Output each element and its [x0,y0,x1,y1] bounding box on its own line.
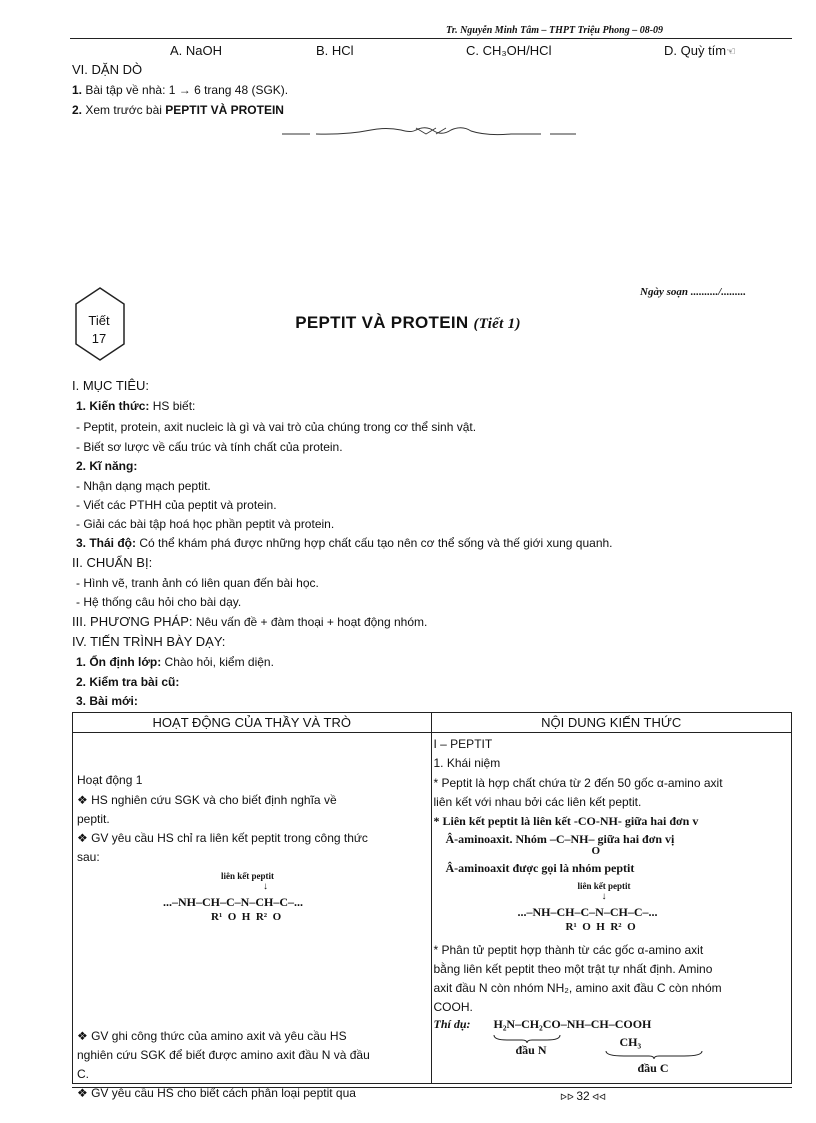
dau-c-label: đầu C [637,1061,669,1075]
activity-line-7: C. [77,1067,89,1081]
chuan-bi-item-2: - Hệ thống câu hỏi cho bài dạy. [76,595,242,609]
content-line-4: Â-aminoaxit. Nhóm –C–NH– giữa hai đơn vị [445,832,675,846]
activity-line-5: ❖ GV ghi công thức của amino axit và yêu cầu HS [77,1029,347,1043]
activity-line-6: nghiên cứu SGK để biết được amino axit đầu N và đầu [77,1048,370,1062]
kien-thuc-item-1: - Peptit, protein, axit nucleic là gì và vai trò của chúng trong cơ thể sinh vật. [76,420,477,434]
content-line-9: COOH. [433,1000,473,1014]
step-2: 2. Kiểm tra bài cũ: [76,675,180,689]
section-heading-tientrinh: IV. TIẾN TRÌNH BÀY DẠY: [72,634,226,649]
header-divider [70,38,792,39]
content-subheading: 1. Khái niệm [433,756,501,770]
page-title: PEPTIT VÀ PROTEIN (Tiết 1) [295,313,521,332]
content-line-4-o: O [591,845,601,857]
pointer-icon: ☜ [726,46,736,58]
date-prepared: Ngày soạn ........../......... [640,286,747,298]
content-line-1: * Peptit là hợp chất chứa từ 2 đến 50 gốc α-amino axit [433,776,723,790]
cell-content [431,733,792,1084]
peptide-chain-sub-left: R¹ O H R² O [211,911,282,923]
kien-thuc-item-2: - Biết sơ lược về cấu trúc và tính chất của protein. [76,440,343,454]
activity-line-2: peptit. [77,812,110,826]
option-b: B. HCl [316,43,354,58]
peptide-chain-sub-right: R¹ O H R² O [565,921,636,933]
ki-nang-item-3: - Giải các bài tập hoá học phần peptit và protein. [76,517,335,531]
option-d: D. Quỳ tím☜ [664,43,736,58]
activity-line-1: ❖ HS nghiên cứu SGK và cho biết định nghĩa về [77,793,337,807]
lesson-badge-text: Tiết 17 [88,313,110,346]
ch3-group: CH₃ [619,1035,642,1049]
dau-n-label: đầu N [515,1043,547,1057]
brace-n-icon [492,1033,562,1043]
thai-do-line: 3. Thái độ: Có thể khám phá được những hợp chất cấu tạo nên cơ thể sống và thế giới xung quanh. [76,536,613,550]
step-3: 3. Bài mới: [76,694,138,708]
kien-thuc-line: 1. Kiến thức: HS biết: [76,399,196,413]
arrow-down-icon: ↓ [263,881,268,892]
step-1: 1. Ổn định lớp: Chào hỏi, kiểm diện. [76,655,274,669]
activity-heading: Hoạt động 1 [77,773,143,787]
bond-label-left: liên kết peptit [221,871,274,881]
option-a: A. NaOH [170,43,223,58]
col-header-right: NỘI DUNG KIẾN THỨC [431,713,792,733]
activity-line-8: ❖ GV yêu cầu HS cho biết cách phân loại peptit qua [77,1086,356,1100]
ki-nang-heading: 2. Kĩ năng: [76,459,138,473]
bond-label-right: liên kết peptit [577,881,631,891]
peptide-chain-left: ...–NH–CH–C–N–CH–C–... [163,895,303,909]
content-line-8: axit đầu N còn nhóm NH₂, amino axit đầu C còn nhóm [433,981,722,995]
brace-c-icon [604,1049,704,1059]
content-line-6: * Phân tử peptit hợp thành từ các gốc α-amino axit [433,943,704,957]
arrow-down-icon: ↓ [601,891,607,902]
peptide-chain-right: ...–NH–CH–C–N–CH–C–... [517,905,658,919]
col-header-left: HOẠT ĐỘNG CỦA THẦY VÀ TRÒ [73,713,432,733]
ki-nang-item-1: - Nhận dạng mạch peptit. [76,479,211,493]
section-heading-dando: VI. DẶN DÒ [72,62,143,77]
section-heading-chuanbi: II. CHUẨN BỊ: [72,555,153,570]
page-number: ᐅᐅ 32 ᐊᐊ [560,1089,607,1103]
cell-activities [73,733,432,1100]
ornament-right-icon: ᐊᐊ [589,1092,607,1102]
content-line-5: Â-aminoaxit được gọi là nhóm peptit [445,861,635,875]
activity-line-3: ❖ GV yêu cầu HS chỉ ra liên kết peptit trong công thức [77,831,368,845]
activity-line-4: sau: [77,850,100,864]
content-line-2: liên kết với nhau bởi các liên kết peptit. [433,795,642,809]
content-line-3: * Liên kết peptit là liên kết -CO-NH- giữa hai đơn v [433,814,699,828]
page-header: Tr. Nguyễn Minh Tâm – THPT Triệu Phong – 08-09 [446,25,664,36]
dando-item-2: 2. Xem trước bài PEPTIT VÀ PROTEIN [72,103,284,117]
content-heading: I – PEPTIT [433,737,493,751]
ornament-left-icon: ᐅᐅ [560,1092,577,1102]
section-heading-muctieu: I. MỤC TIÊU: [72,378,150,393]
content-line-7: bằng liên kết peptit theo một trật tự nhất định. Amino [433,962,713,976]
footer-divider [72,1087,792,1088]
example-formula: H₂N–CH₂CO–NH–CH–COOH [493,1017,652,1031]
phuong-phap-line: III. PHƯƠNG PHÁP: Nêu vấn đề + đàm thoại + hoạt động nhóm. [72,614,428,629]
option-c: C. CH₃OH/HCl [466,43,552,58]
example-label: Thí dụ: [433,1017,471,1031]
dando-item-1: 1. Bài tập về nhà: 1 → 6 trang 48 (SGK). [72,83,289,97]
chuan-bi-item-1: - Hình vẽ, tranh ảnh có liên quan đến bài học. [76,576,319,590]
ki-nang-item-2: - Viết các PTHH của peptit và protein. [76,498,277,512]
ornament-divider [276,122,586,142]
